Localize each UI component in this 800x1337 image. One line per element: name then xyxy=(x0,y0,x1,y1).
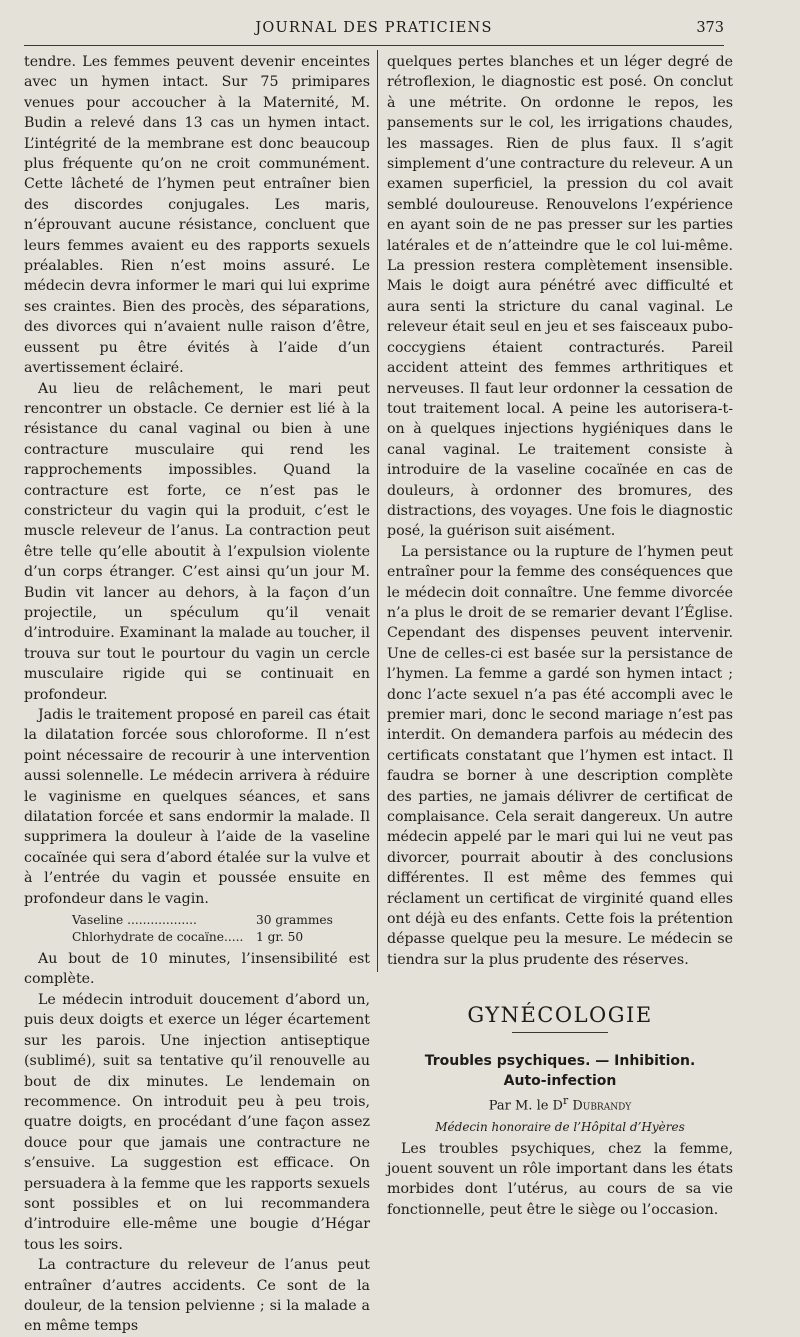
formula-quantity: 30 grammes xyxy=(256,913,333,928)
paragraph: Au bout de 10 minutes, l’insensibilité est complète. xyxy=(24,951,370,988)
paragraph: La contracture du releveur de l’anus peut entraîner d’autres accidents. Ce sont de la douleur, de la tension pelvienne ; si la malade a en même temps xyxy=(24,1257,370,1335)
paragraph: Au lieu de relâchement, le mari peut rencontrer un obstacle. Ce dernier est lié à la résistance du canal vaginal ou bien à une contracture musculaire qui rend les rapprochements impossibles. Quand la contracture est forte, ce n’est pas le constricteur du vagin qui la produit, c’est le muscle releveur de l’anus. La contraction peut être telle qu’elle aboutit à l’expulsion violente d’un corps étranger. C’est ainsi qu’un jour M. Budin vit lancer au dehors, à la façon d’un projectile, un spéculum qu’il venait d’introduire. Examinant la malade au toucher, il trouva sur tout le pourtour du vagin un cercle musculaire rigide qui se continuait en profondeur. xyxy=(24,380,370,703)
article-title xyxy=(387,1051,733,1091)
section-title: GYNÉCOLOGIE xyxy=(467,1003,653,1028)
article-title-line: Auto-infection xyxy=(503,1073,617,1090)
byline xyxy=(387,1091,733,1116)
header-rule xyxy=(24,45,724,46)
byline-superscript: r xyxy=(562,1094,569,1108)
left-column xyxy=(24,52,370,1337)
formula-row xyxy=(72,912,370,929)
paragraph: tendre. Les femmes peuvent devenir enceintes avec un hymen intact. Sur 75 primipares venues pour accoucher à la Maternité, M. Budin a relevé dans 13 cas un hymen intact. L’intégrité de la membrane est donc beaucoup plus fréquente qu’on ne croit communément. Cette lâcheté de l’hymen peut entraîner bien des discordes conjugales. Les maris, n’éprouvant aucune résistance, concluent que leurs femmes avaient eu des rapports sexuels préalables. Rien n’est moins assuré. Le médecin devra informer le mari qui lui exprime ses craintes. Bien des procès, des séparations, des divorces qui n’avaient nulle raison d’être, eussent pu être évités à l’aide d’un avertissement éclairé. xyxy=(24,54,370,377)
author-name: Dubrandy xyxy=(572,1098,632,1114)
formula-quantity: 1 gr. 50 xyxy=(256,930,304,945)
right-column xyxy=(387,52,733,1220)
byline-prefix: Par M. le D xyxy=(488,1098,563,1114)
paragraph: La persistance ou la rupture de l’hymen peut entraîner pour la femme des conséquences que le médecin doit connaître. Une femme divorcée n’a plus le droit de se remarier devant l’Église. Cependant des dispenses peuvent intervenir. Une de celles-ci est basée sur la persistance de l’hymen. La femme a gardé son hymen intact ; donc l’acte sexuel n’a pas été accompli avec le premier mari, donc le second mariage n’est pas interdit. On demandera parfois au médecin des certificats constatant que l’hymen est intact. Il faudra se borner à une description complète des parties, ne jamais délivrer de certificat de complaisance. Cela serait dangereux. Un autre médecin appelé par le mari qui lui ne veut pas divorcer, pourrait aboutir à des conclusions différentes. Il est même des femmes qui réclament un certificat de virginité quand elles ont déjà eu des enfants. Cette fois la prétention dépasse quelque peu la mesure. Le médecin se tiendra sur la plus prudente des réserves. xyxy=(387,543,733,968)
article-title-line: Troubles psychiques. — Inhibition. xyxy=(424,1053,696,1070)
page-header xyxy=(24,18,724,40)
paragraph: Les troubles psychiques, chez la femme, jouent souvent un rôle important dans les états morbides dont l’utérus, au cours de sa vie fonctionnelle, peut être le siège ou l’occasion. xyxy=(387,1140,733,1218)
paragraph: Jadis le traitement proposé en pareil cas était la dilatation forcée sous chloroforme. Il n’est point nécessaire de recourir à une intervention aussi solennelle. Le médecin arrivera à réduire le vaginisme en quelques séances, et sans dilatation forcée et sans endormir la malade. Il supprimera la douleur à l’aide de la vaseline cocaïnée qui sera d’abord étalée sur la vulve et à l’entrée du vagin et poussée ensuite en profondeur dans le vagin. xyxy=(24,707,370,907)
section-rule xyxy=(512,1032,608,1033)
formula-ingredient: Vaseline .................. xyxy=(72,913,197,928)
formula-ingredient: Chlorhydrate de cocaïne..... xyxy=(72,930,244,945)
running-title: JOURNAL DES PRATICIENS xyxy=(255,20,493,36)
formula-row xyxy=(72,929,370,946)
author-affiliation: Médecin honoraire de l’Hôpital d’Hyères xyxy=(435,1119,685,1134)
paragraph: quelques pertes blanches et un léger degré de rétroflexion, le diagnostic est posé. On conclut à une métrite. On ordonne le repos, les pansements sur le col, les irrigations chaudes, les massages. Rien de plus faux. Il s’agit simplement d’une contracture du releveur. A un examen superficiel, la pression du col avait semblé douloureuse. Renouvelons l’expérience en ayant soin de ne pas presser sur les parties latérales et de n’atteindre que le col lui-même. La pression restera complètement insensible. Mais le doigt aura pénétré avec difficulté et aura senti la stricture du canal vaginal. Le releveur était seul en jeu et ses faisceaux pubo-coccygiens étaient contracturés. Pareil accident atteint des femmes arthritiques et nerveuses. Il faut leur ordonner la cessation de tout traitement local. A peine les autorisera-t-on à quelques injections hygiéniques dans le canal vaginal. Le traitement consiste à introduire de la vaseline cocaïnée en cas de douleurs, à ordonner des bromures, des distractions, des voyages. Une fois le diagnostic posé, la guérison suit aisément. xyxy=(387,54,733,540)
paragraph: Le médecin introduit doucement d’abord un, puis deux doigts et exerce un léger écartement sur les parois. Une injection antiseptique (sublimé), suit sa tentative qu’il renouvelle au bout de dix minutes. Le lendemain on recommence. On introduit peu à peu trois, quatre doigts, en procédant d’une façon assez douce pour que jamais une contracture ne s’ensuive. La suggestion est efficace. On persuadera à la femme que les rapports sexuels sont possibles et on lui recommandera d’introduire elle-même une bougie d’Hégar tous les soirs. xyxy=(24,991,370,1253)
column-divider xyxy=(377,50,378,972)
prescription-formula xyxy=(72,912,370,946)
page-number: 373 xyxy=(696,20,724,36)
